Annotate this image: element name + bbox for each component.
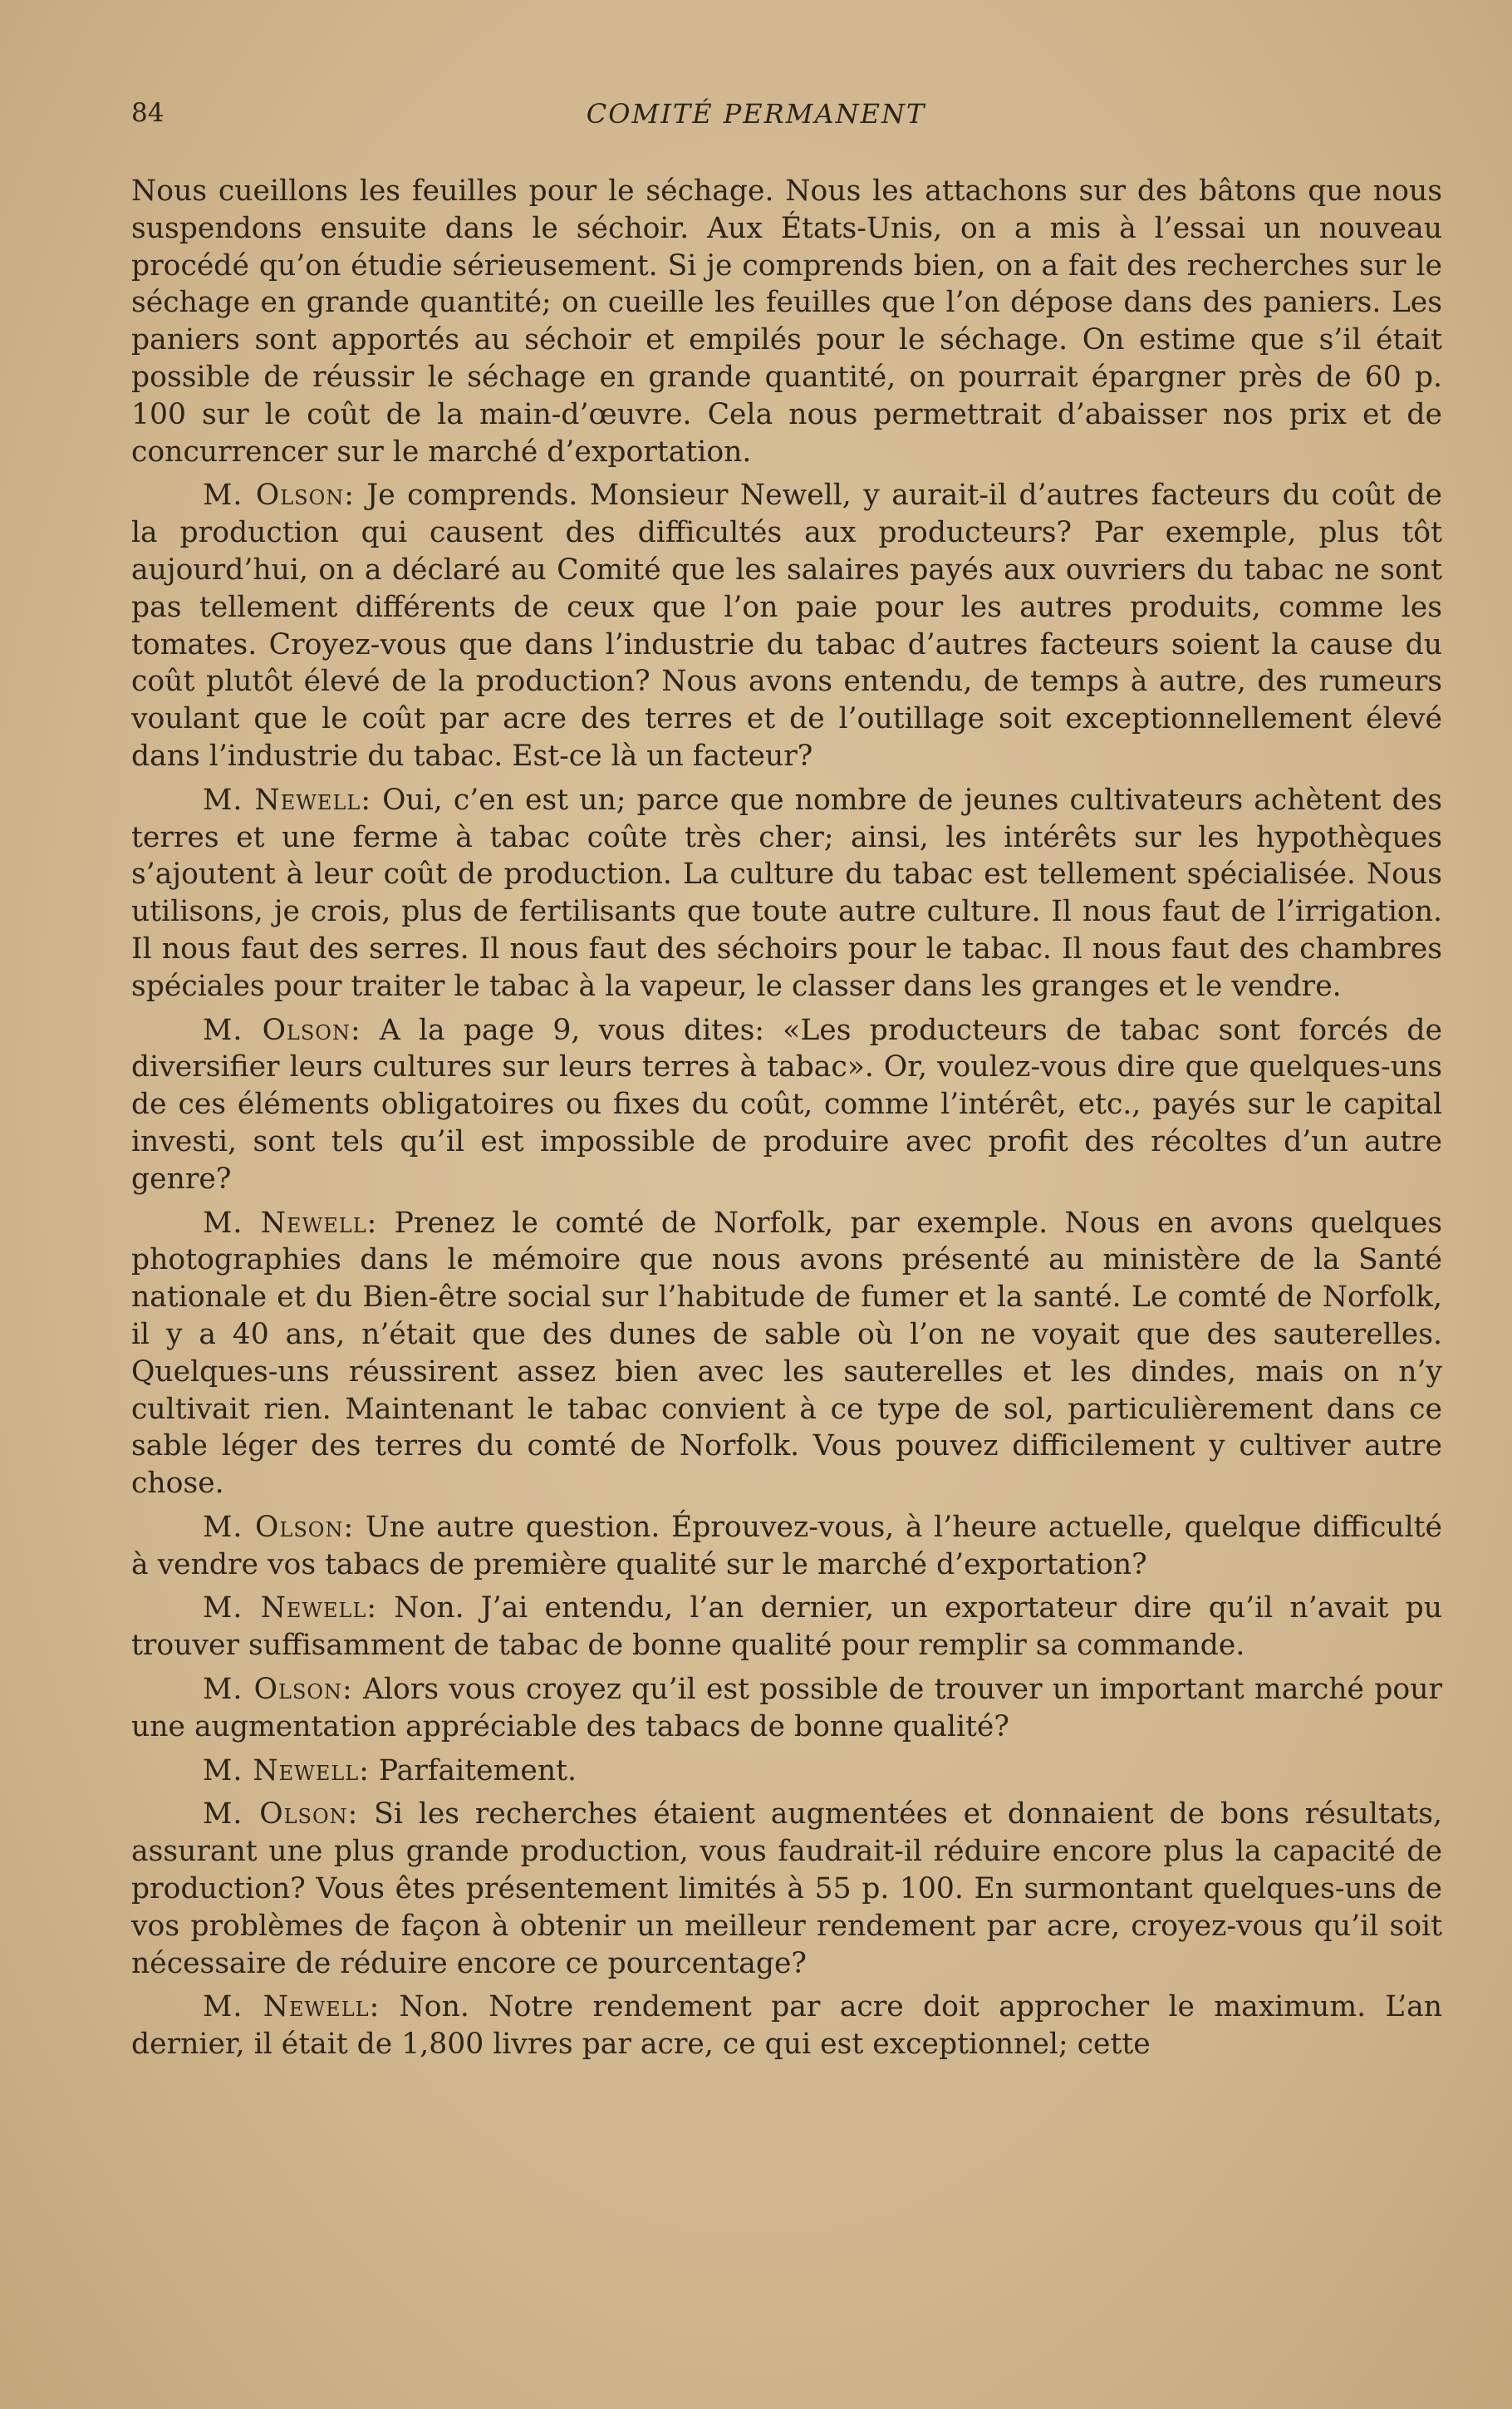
body-text	[131, 173, 1442, 2070]
paragraph-text: Parfaitement.	[369, 1753, 577, 1787]
paragraph	[131, 1590, 1442, 1664]
paragraph-text: A la page 9, vous dites: «Les producteurs de tabac sont forcés de diversifier leurs cultures sur leurs terres à tabac». Or, voulez-vous dire que quelques-uns de ces éléments obligatoires ou fixes du coût, comme l’intérêt, etc., payés sur le capital investi, sont tels qu’il est impossible de produire avec profit des récoltes d’un autre genre?	[131, 1013, 1442, 1196]
speaker-name: M. Olson:	[203, 1510, 355, 1544]
speaker-name: M. Newell:	[203, 1206, 378, 1240]
paragraph-text: Non. J’ai entendu, l’an dernier, un exportateur dire qu’il n’avait pu trouver suffisamment de tabac de bonne qualité pour remplir sa commande.	[131, 1591, 1442, 1663]
paragraph	[131, 1753, 1442, 1790]
running-head	[0, 98, 1512, 140]
paragraph	[131, 1671, 1442, 1746]
speaker-name: M. Olson:	[203, 479, 355, 513]
paragraph	[131, 1989, 1442, 2063]
paragraph-text: Une autre question. Éprouvez-vous, à l’heure actuelle, quelque difficulté à vendre vos tabacs de première qualité sur le marché d’exportation?	[131, 1510, 1442, 1581]
paragraph-text: Prenez le comté de Norfolk, par exemple. Nous en avons quelques photographies dans le mémoire que nous avons présenté au ministère de la Santé nationale et du Bien-être social sur l’habitude de fumer et la santé. Le comté de Norfolk, il y a 40 ans, n’était que des dunes de sable où l’on ne voyait que des sauterelles. Quelques-uns réussirent assez bien avec les sauterelles et les dindes, mais on n’y cultivait rien. Maintenant le tabac convient à ce type de sol, particulièrement dans ce sable léger des terres du comté de Norfolk. Vous pouvez difficilement y cultiver autre chose.	[131, 1206, 1442, 1501]
paragraph	[131, 477, 1442, 774]
speaker-name: M. Olson:	[203, 1673, 353, 1707]
speaker-name: M. Olson:	[203, 1013, 361, 1047]
speaker-name: M. Newell:	[203, 1990, 380, 2024]
paragraph	[131, 782, 1442, 1005]
paragraph-text: Non. Notre rendement par acre doit approcher le maximum. L’an dernier, il était de 1,800 livres par acre, ce qui est exceptionnel; cette	[131, 1990, 1442, 2062]
paragraph-text: Alors vous croyez qu’il est possible de trouver un important marché pour une augmentation appréciable des tabacs de bonne qualité?	[131, 1673, 1442, 1743]
paragraph	[131, 1509, 1442, 1584]
page-number: 84	[131, 98, 164, 128]
paragraph-text: Oui, c’en est un; parce que nombre de jeunes cultivateurs achètent des terres et une ferme à tabac coûte très cher; ainsi, les intérêts sur les hypothèques s’ajoutent à leur coût de production. La culture du tabac est tellement spécialisée. Nous utilisons, je crois, plus de fertilisants que toute autre culture. Il nous faut de l’irrigation. Il nous faut des serres. Il nous faut des séchoirs pour le tabac. Il nous faut des chambres spéciales pour traiter le tabac à la vapeur, le classer dans les granges et le vendre.	[131, 783, 1442, 1003]
paragraph-text: Je comprends. Monsieur Newell, y aurait-il d’autres facteurs du coût de la production qui causent des difficultés aux producteurs? Par exemple, plus tôt aujourd’hui, on a déclaré au Comité que les salaires payés aux ouvriers du tabac ne sont pas tellement différents de ceux que l’on paie pour les autres produits, comme les tomates. Croyez-vous que dans l’industrie du tabac d’autres facteurs soient la cause du coût plutôt élevé de la production? Nous avons entendu, de temps à autre, des rumeurs voulant que le coût par acre des terres et de l’outillage soit exceptionnellement élevé dans l’industrie du tabac. Est-ce là un facteur?	[131, 479, 1442, 773]
paragraph	[131, 1012, 1442, 1198]
paragraph	[131, 1796, 1442, 1982]
speaker-name: M. Olson:	[203, 1797, 359, 1831]
paragraph-text: Si les recherches étaient augmentées et donnaient de bons résultats, assurant une plus grande production, vous faudrait-il réduire encore plus la capacité de production? Vous êtes présentement limités à 55 p. 100. En surmontant quelques-uns de vos problèmes de façon à obtenir un meilleur rendement par acre, croyez-vous qu’il soit nécessaire de réduire encore ce pourcentage?	[131, 1797, 1442, 1980]
paragraph	[131, 173, 1442, 470]
paragraph	[131, 1205, 1442, 1502]
speaker-name: M. Newell:	[203, 1591, 378, 1625]
paragraph-text: Nous cueillons les feuilles pour le séchage. Nous les attachons sur des bâtons que nous suspendons ensuite dans le séchoir. Aux États-Unis, on a mis à l’essai un nouveau procédé qu’on étudie sérieusement. Si je comprends bien, on a fait des recherches sur le séchage en grande quantité; on cueille les feuilles que l’on dépose dans des paniers. Les paniers sont apportés au séchoir et empilés pour le séchage. On estime que s’il était possible de réussir le séchage en grande quantité, on pourrait épargner près de 60 p. 100 sur le coût de la main-d’œuvre. Cela nous permettrait d’abaisser nos prix et de concurrencer sur le marché d’exportation.	[131, 175, 1442, 469]
speaker-name: M. Newell:	[203, 1753, 370, 1787]
running-title: COMITÉ PERMANENT	[586, 98, 926, 130]
speaker-name: M. Newell:	[203, 783, 371, 817]
